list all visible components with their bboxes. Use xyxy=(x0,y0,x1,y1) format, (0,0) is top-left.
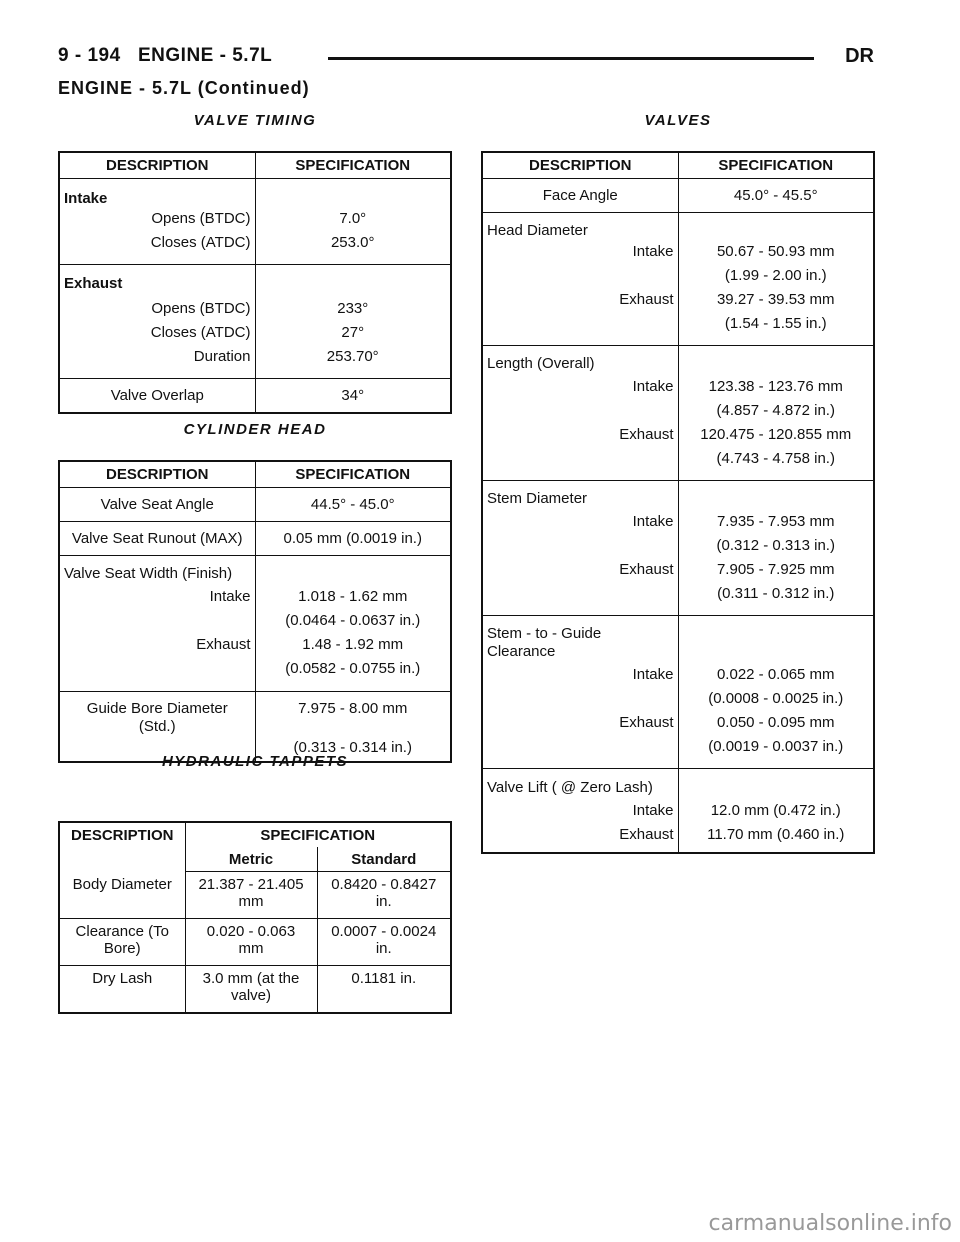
guide-bore: Guide Bore Diameter (Std.) xyxy=(59,692,255,763)
col-description: DESCRIPTION xyxy=(59,152,255,179)
lift-intake-val: 12.0 mm (0.472 in.) xyxy=(710,802,841,819)
cylinder-head-title: CYLINDER HEAD xyxy=(183,421,327,438)
stem-intake-in: (0.312 - 0.313 in.) xyxy=(716,537,835,554)
duration-val: 253.70° xyxy=(255,348,451,379)
row-description: Clearance (To Bore) xyxy=(59,919,185,966)
valve-timing-table xyxy=(58,151,452,414)
seat-width-exhaust-in: (0.0582 - 0.0755 in.) xyxy=(255,660,451,692)
exhaust-opens: Opens (BTDC) xyxy=(59,296,255,324)
stem-diameter: Stem Diameter xyxy=(482,481,678,512)
exhaust-opens-val: 233° xyxy=(337,300,369,317)
seat-width-intake-in: (0.0464 - 0.0637 in.) xyxy=(285,612,421,629)
model-code: DR xyxy=(845,45,874,67)
row-standard: 0.1181 in. xyxy=(351,970,417,987)
col-specification: SPECIFICATION xyxy=(260,826,376,844)
valves-table xyxy=(481,151,875,854)
seat-width-intake: Intake xyxy=(59,585,255,612)
duration: Duration xyxy=(59,348,255,379)
length-exhaust-in: (4.743 - 4.758 in.) xyxy=(678,450,874,481)
intake-closes-val: 253.0° xyxy=(255,234,451,265)
row-metric: 3.0 mm (at the valve) xyxy=(185,966,317,1014)
length-exhaust: Exhaust xyxy=(482,426,678,450)
stem-intake: Intake xyxy=(482,511,678,537)
col-specification: SPECIFICATION xyxy=(678,152,874,179)
row-description: Dry Lash xyxy=(59,966,185,1014)
stg-intake-mm: 0.022 - 0.065 mm xyxy=(716,666,835,683)
page-header xyxy=(58,45,874,71)
exhaust-closes: Closes (ATDC) xyxy=(59,324,255,348)
guide-bore-val: 7.975 - 8.00 mm (0.313 - 0.314 in.) xyxy=(293,700,412,756)
table-row xyxy=(59,872,451,919)
table-row xyxy=(59,919,451,966)
seat-angle-val: 44.5° - 45.0° xyxy=(255,488,451,522)
head-intake-in: (1.99 - 2.00 in.) xyxy=(724,267,827,284)
watermark: carmanualsonline.info xyxy=(708,1211,952,1236)
stg-exhaust-in: (0.0019 - 0.0037 in.) xyxy=(678,738,874,769)
lift-exhaust-val: 11.70 mm (0.460 in.) xyxy=(707,826,845,843)
col-description: DESCRIPTION xyxy=(59,822,185,872)
tappets-title: HYDRAULIC TAPPETS xyxy=(161,753,349,770)
col-metric: Metric xyxy=(185,847,317,872)
tappets-table xyxy=(58,821,452,1014)
lift-exhaust: Exhaust xyxy=(482,826,678,853)
length-intake-in: (4.857 - 4.872 in.) xyxy=(716,402,835,419)
col-standard: Standard xyxy=(317,847,451,872)
seat-width: Valve Seat Width (Finish) xyxy=(59,556,255,586)
intake-closes: Closes (ATDC) xyxy=(59,234,255,265)
length-intake-mm: 123.38 - 123.76 mm xyxy=(708,378,843,395)
stem-exhaust-mm: 7.905 - 7.925 mm xyxy=(716,561,835,578)
valve-timing-title: VALVE TIMING xyxy=(193,112,317,129)
row-metric: 21.387 - 21.405 mm xyxy=(185,872,317,919)
length-overall: Length (Overall) xyxy=(482,346,678,377)
col-specification: SPECIFICATION xyxy=(255,152,451,179)
seat-width-exhaust-mm: 1.48 - 1.92 mm xyxy=(302,636,404,653)
intake-opens-val: 7.0° xyxy=(339,210,367,227)
valves-title: VALVES xyxy=(644,112,712,129)
valve-lift: Valve Lift ( @ Zero Lash) xyxy=(482,769,678,801)
row-metric: 0.020 - 0.063 mm xyxy=(185,919,317,966)
stem-exhaust: Exhaust xyxy=(482,561,678,585)
face-angle: Face Angle xyxy=(482,179,678,213)
col-description: DESCRIPTION xyxy=(59,461,255,488)
stg-intake-in: (0.0008 - 0.0025 in.) xyxy=(708,690,844,707)
head-exhaust-mm: 39.27 - 39.53 mm xyxy=(716,291,835,308)
seat-runout-val: 0.05 mm (0.0019 in.) xyxy=(255,522,451,556)
continued-title: ENGINE - 5.7L (Continued) xyxy=(58,78,310,98)
cylinder-head-table xyxy=(58,460,452,763)
length-exhaust-mm: 120.475 - 120.855 mm xyxy=(700,426,852,443)
stem-to-guide: Stem - to - Guide Clearance xyxy=(482,616,678,664)
valve-overlap: Valve Overlap xyxy=(59,379,255,414)
head-intake-mm: 50.67 - 50.93 mm xyxy=(716,243,835,260)
length-intake: Intake xyxy=(482,376,678,402)
exhaust-closes-val: 27° xyxy=(341,324,365,341)
intake-label: Intake xyxy=(59,179,255,211)
seat-width-exhaust: Exhaust xyxy=(59,636,255,660)
stg-exhaust: Exhaust xyxy=(482,714,678,738)
seat-width-intake-mm: 1.018 - 1.62 mm xyxy=(298,588,408,605)
row-description: Body Diameter xyxy=(59,872,185,919)
head-intake: Intake xyxy=(482,243,678,267)
intake-opens: Opens (BTDC) xyxy=(59,210,255,234)
col-description: DESCRIPTION xyxy=(482,152,678,179)
head-exhaust: Exhaust xyxy=(482,291,678,315)
exhaust-label: Exhaust xyxy=(59,265,255,297)
valve-overlap-val: 34° xyxy=(341,387,365,404)
stem-intake-mm: 7.935 - 7.953 mm xyxy=(716,513,835,530)
seat-angle: Valve Seat Angle xyxy=(59,488,255,522)
page-number: 9 - 194 ENGINE - 5.7L xyxy=(58,45,273,66)
stg-exhaust-mm: 0.050 - 0.095 mm xyxy=(716,714,835,731)
header-rule xyxy=(328,57,814,60)
head-diameter: Head Diameter xyxy=(482,213,678,244)
face-angle-val: 45.0° - 45.5° xyxy=(678,179,874,213)
lift-intake: Intake xyxy=(482,800,678,826)
row-standard: 0.8420 - 0.8427 in. xyxy=(317,872,451,919)
stem-exhaust-in: (0.311 - 0.312 in.) xyxy=(678,585,874,616)
col-specification: SPECIFICATION xyxy=(255,461,451,488)
table-row xyxy=(59,966,451,1014)
head-exhaust-in: (1.54 - 1.55 in.) xyxy=(678,315,874,346)
seat-runout: Valve Seat Runout (MAX) xyxy=(59,522,255,556)
stg-intake: Intake xyxy=(482,663,678,690)
row-standard: 0.0007 - 0.0024 in. xyxy=(317,919,451,966)
